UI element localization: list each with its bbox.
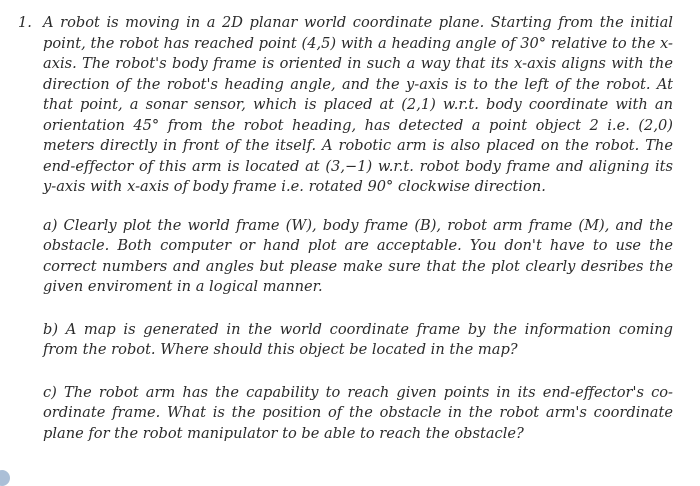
question-statement: A robot is moving in a 2D planar world coordinate plane. Starting from the initial point, the robot has reached point (4,5) with a heading angle of 30° relative to the x-axis. The robot's body frame is oriented in such a way that its x-axis aligns with the direction of the robot's heading angle, and the y-axis is to the left of the robot. At that point, a sonar sensor, which is placed at (2,1) w.r.t. body coordinate with an orientation 45° from the robot heading, has detected a point object 2 i.e. (2,0) meters directly in front of the itself. A robotic arm is also placed on the robot. The end-effector of this arm is located at (3,−1) w.r.t. robot body frame and aligning its y-axis with x-axis of body frame i.e. rotated 90° clockwise direction.	[43, 14, 673, 195]
corner-decoration	[0, 470, 10, 486]
problem-1	[18, 13, 673, 444]
subquestion-a: a) Clearly plot the world frame (W), body frame (B), robot arm frame (M), and the obstacle. Both computer or hand plot are acceptable. You don't have to use the correct numbers and angles but please make sure that the plot clearly desribes the given enviroment in a logical manner.	[43, 216, 673, 295]
subquestion-c: c) The robot arm has the capability to reach given points in its end-effector's co-ordinate frame. What is the position of the obstacle in the robot arm's coordinate plane for the robot manipulator to be able to reach the obstacle?	[43, 383, 673, 442]
subquestion-b: b) A map is generated in the world coordinate frame by the information coming from the robot. Where should this object be located in the map?	[43, 320, 673, 358]
question-number: 1.	[18, 14, 32, 31]
